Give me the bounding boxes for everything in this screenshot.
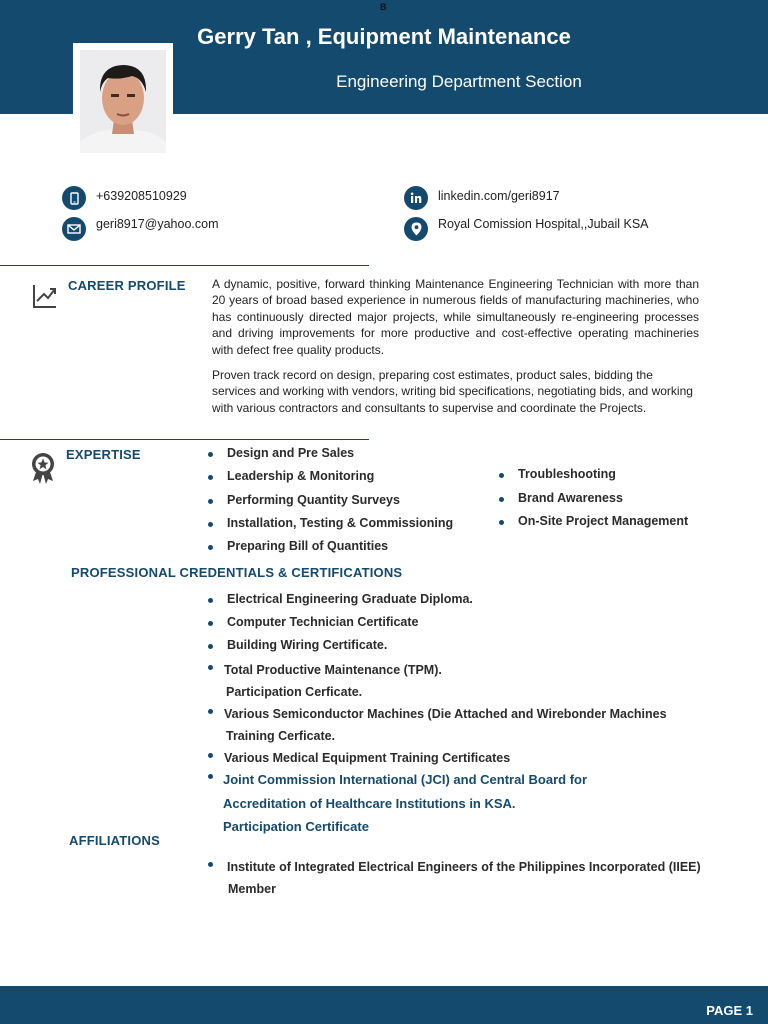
linkedin-icon (404, 186, 428, 210)
list-item: Total Productive Maintenance (TPM). Participation Cerficate. (207, 659, 727, 703)
jci-certificate-item (207, 768, 727, 834)
email-icon (62, 217, 86, 241)
candidate-name: Gerry Tan , Equipment Maintenance (197, 24, 571, 49)
list-item: Installation, Testing & Commissioning (207, 516, 487, 539)
list-item: Computer Technician Certificate (207, 615, 727, 638)
phone-icon (62, 186, 86, 210)
expertise-list-right (498, 467, 738, 538)
award-ribbon-icon (29, 451, 57, 490)
credentials-list (207, 592, 727, 769)
list-item: On-Site Project Management (498, 514, 738, 538)
location-pin-icon (404, 217, 428, 241)
portrait-image (80, 50, 166, 153)
credentials-title: PROFESSIONAL CREDENTIALS & CERTIFICATIONS (71, 565, 403, 580)
list-item: Institute of Integrated Electrical Engineers of the Philippines Incorporated (IIEE) Member (207, 856, 747, 900)
list-item: Various Medical Equipment Training Certificates (207, 747, 727, 769)
career-profile-paragraph-2: Proven track record on design, preparing cost estimates, product sales, bidding the services and working with vendors, writing bid specifications, negotiating bids, and working with various contractors and consultants to supervise and coordinate the Projects. (212, 368, 693, 415)
list-item: Joint Commission International (JCI) and Central Board for Accreditation of Healthcare Institutions in KSA. Participation Certificate (207, 768, 727, 839)
list-item: Design and Pre Sales (207, 446, 487, 469)
expertise-list-left (207, 446, 487, 562)
trend-up-icon (30, 281, 60, 316)
list-item: Various Semiconductor Machines (Die Attached and Wirebonder Machines Training Cerficate. (207, 703, 727, 747)
list-item: Brand Awareness (498, 491, 738, 515)
department-title: Engineering Department Section (336, 72, 582, 91)
top-mark: B (380, 2, 387, 12)
career-profile-paragraph-1: A dynamic, positive, forward thinking Maintenance Engineering Technician with more than 20 years of broad based experience in numerous fields of manufacturing machineries, who has continuously directed major projects, while simultaneously re-engineering processes and driving improvements for more productive and cost-effective operating machineries with defect free quality products. (212, 277, 699, 357)
list-item: Performing Quantity Surveys (207, 493, 487, 516)
phone-number[interactable]: +639208510929 (96, 189, 187, 203)
location-text: Royal Comission Hospital,,Jubail KSA (438, 217, 649, 231)
affiliations-list (207, 856, 747, 900)
list-item: Building Wiring Certificate. (207, 638, 727, 661)
expertise-title: EXPERTISE (66, 447, 141, 462)
affiliations-title: AFFILIATIONS (69, 833, 160, 848)
career-profile-title: CAREER PROFILE (68, 278, 186, 293)
email-address[interactable]: geri8917@yahoo.com (96, 217, 219, 231)
list-item: Leadership & Monitoring (207, 469, 487, 492)
section-divider (0, 439, 369, 440)
linkedin-url[interactable]: linkedin.com/geri8917 (438, 189, 560, 203)
list-item: Electrical Engineering Graduate Diploma. (207, 592, 727, 615)
list-item: Preparing Bill of Quantities (207, 539, 487, 562)
profile-photo (80, 50, 166, 153)
list-item: Troubleshooting (498, 467, 738, 491)
section-divider (0, 265, 369, 266)
footer-band (0, 986, 768, 1024)
page-number: PAGE 1 (706, 1003, 753, 1018)
